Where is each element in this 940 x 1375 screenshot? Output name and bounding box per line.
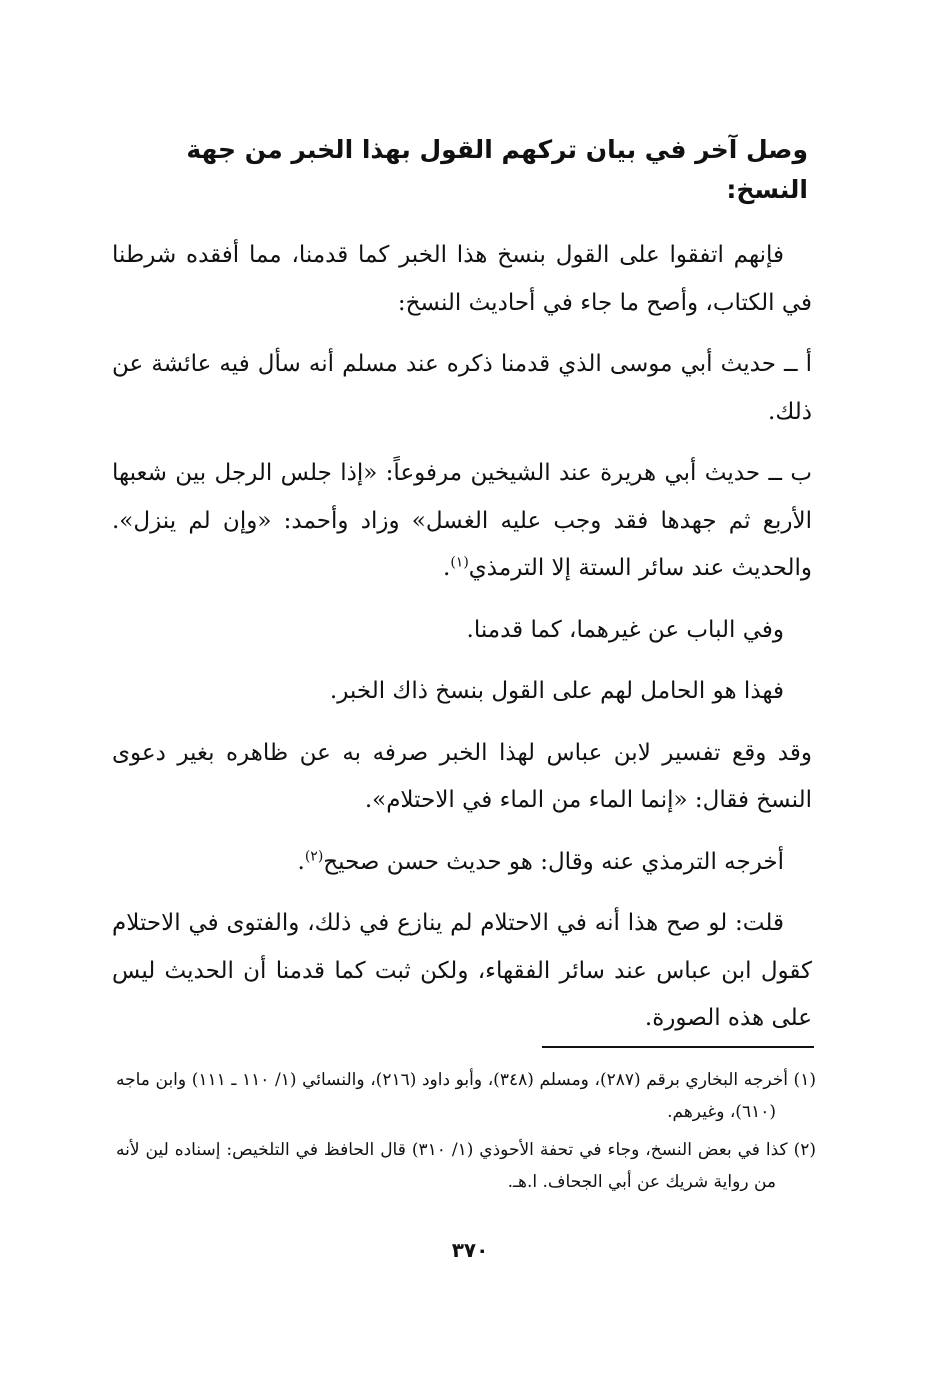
- footnote-1: (١) أخرجه البخاري برقم (٢٨٧)، ومسلم (٣٤٨)، وأبو داود (٢١٦)، والنسائي (١/ ١١٠ ـ ١١١) وابن ماجه (٦١٠)، وغيرهم.: [116, 1070, 816, 1122]
- paragraph-7-end: .: [297, 848, 305, 875]
- footnote-separator: [542, 1046, 814, 1048]
- paragraph-4: وفي الباب عن غيرهما، كما قدمنا.: [466, 616, 784, 643]
- paragraph-5: فهذا هو الحامل لهم على القول بنسخ ذاك الخبر.: [329, 678, 784, 704]
- paragraph-6: وقد وقع تفسير لابن عباس لهذا الخبر صرفه به عن ظاهره بغير دعوى النسخ فقال: «إنما الماء من الماء في الاحتلام».: [112, 739, 812, 813]
- paragraph-8: قلت: لو صح هذا أنه في الاحتلام لم ينازع في ذلك، والفتوى في الاحتلام كقول ابن عباس عند سائر الفقهاء، ولكن ثبت كما قدمنا أن الحديث ليس على هذه الصورة.: [112, 910, 812, 1031]
- body-text: [112, 232, 812, 1057]
- paragraph-2: أ ــ حديث أبي موسى الذي قدمنا ذكره عند مسلم أنه سأل فيه عائشة عن ذلك.: [112, 351, 812, 425]
- footnote-ref-2[interactable]: (٢): [304, 847, 324, 864]
- paragraph-7-text: أخرجه الترمذي عنه وقال: هو حديث حسن صحيح: [323, 848, 784, 875]
- footnotes: [116, 1064, 816, 1204]
- paragraph-7: [112, 839, 812, 887]
- footnote-2: (٢) كذا في بعض النسخ، وجاء في تحفة الأحوذي (١/ ٣١٠) قال الحافظ في التلخيص: إسناده لين لأنه من رواية شريك عن أبي الجحاف. ا.هـ.: [116, 1140, 816, 1192]
- footnote-ref-1[interactable]: (١): [450, 554, 469, 571]
- paragraph-1: فإنهم اتفقوا على القول بنسخ هذا الخبر كما قدمنا، مما أفقده شرطنا في الكتاب، وأصح ما جاء في أحاديث النسخ:: [112, 242, 812, 316]
- page-number: ٣٧٠: [451, 1238, 489, 1262]
- paragraph-3-text: ب ــ حديث أبي هريرة عند الشيخين مرفوعاً: «إذا جلس الرجل بين شعبها الأربع ثم جهدها فقد وجب عليه الغسل» وزاد وأحمد: «وإن لم ينزل». والحديث عند سائر الستة إلا الترمذي: [112, 460, 812, 581]
- paragraph-3-end: .: [443, 555, 451, 581]
- paragraph-3: [112, 450, 812, 593]
- section-heading: وصل آخر في بيان تركهم القول بهذا الخبر من جهة النسخ:: [186, 135, 808, 204]
